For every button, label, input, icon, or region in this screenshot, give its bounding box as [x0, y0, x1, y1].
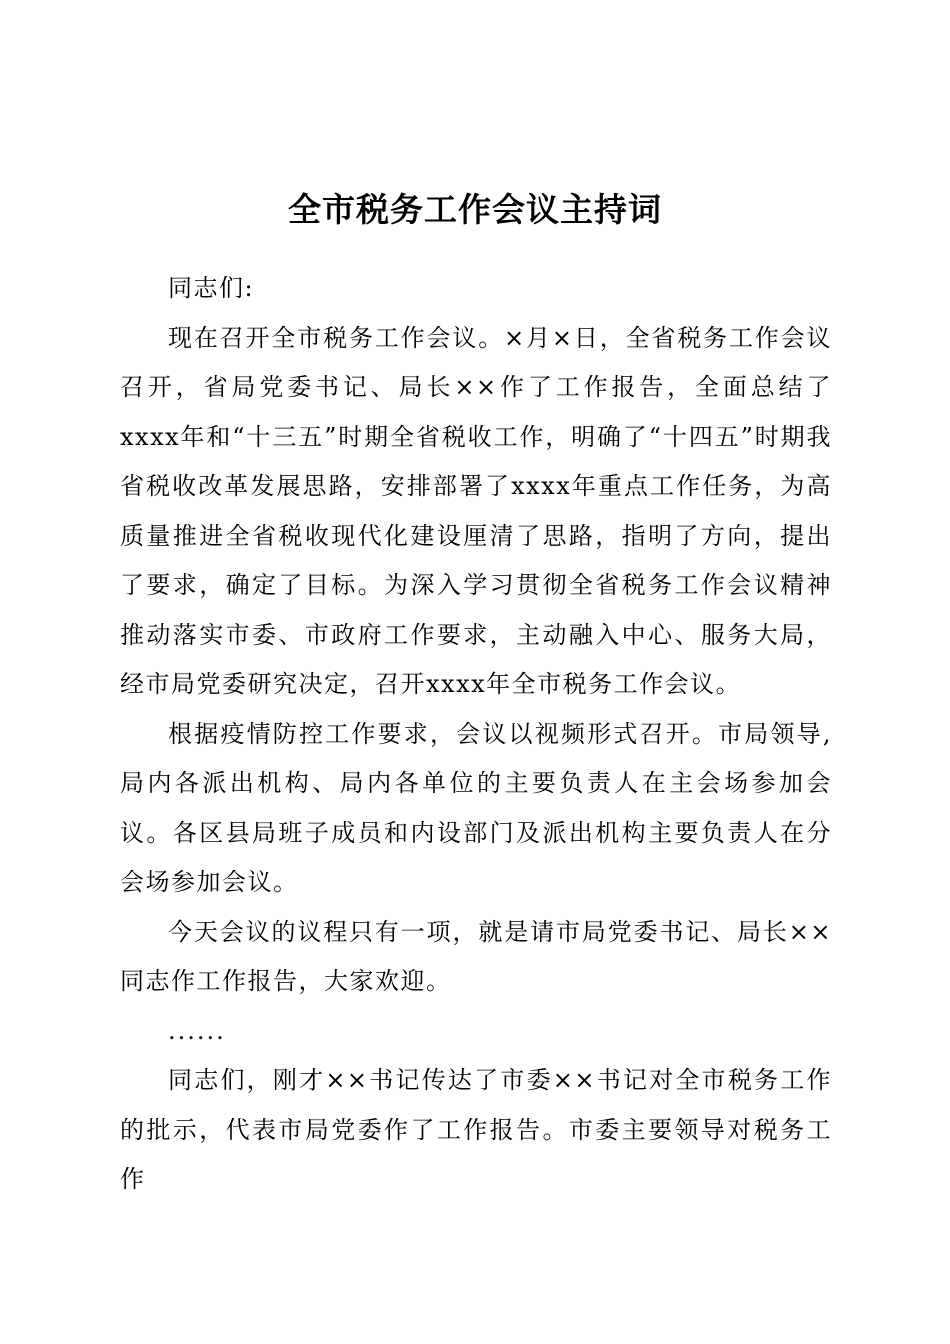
document-body [120, 264, 832, 1205]
paragraph-meeting-format: 根据疫情防控工作要求，会议以视频形式召开。市局领导,局内各派出机构、局内各单位的主要负责人在主会场参加会议。各区县局班子成员和内设部门及派出机构主要负责人在分会场参加会议。 [120, 719, 832, 896]
paragraph-ellipsis: ...... [168, 1016, 226, 1045]
paragraph-agenda: 今天会议的议程只有一项，就是请市局党委书记、局长××同志作工作报告，大家欢迎。 [120, 917, 832, 995]
paragraph-closing: 同志们，刚才××书记传达了市委××书记对全市税务工作的批示，代表市局党委作了工作报告。市委主要领导对税务工作 [120, 1066, 832, 1193]
document-title: 全市税务工作会议主持词 [288, 190, 662, 229]
paragraph-salutation: 同志们: [168, 274, 255, 302]
paragraph-opening: 现在召开全市税务工作会议。×月×日，全省税务工作会议召开，省局党委书记、局长××作了工作报告，全面总结了xxxx年和“十三五”时期全省税收工作，明确了“十四五”时期我省税收改革发展思路，安排部署了xxxx年重点工作任务，为高质量推进全省税收现代化建设厘清了思路，指明了方向，提出了要求，确定了目标。为深入学习贯彻全省税务工作会议精神推动落实市委、市政府工作要求，主动融入中心、服务大局，经市局党委研究决定，召开xxxx年全市税务工作会议。 [120, 323, 832, 698]
